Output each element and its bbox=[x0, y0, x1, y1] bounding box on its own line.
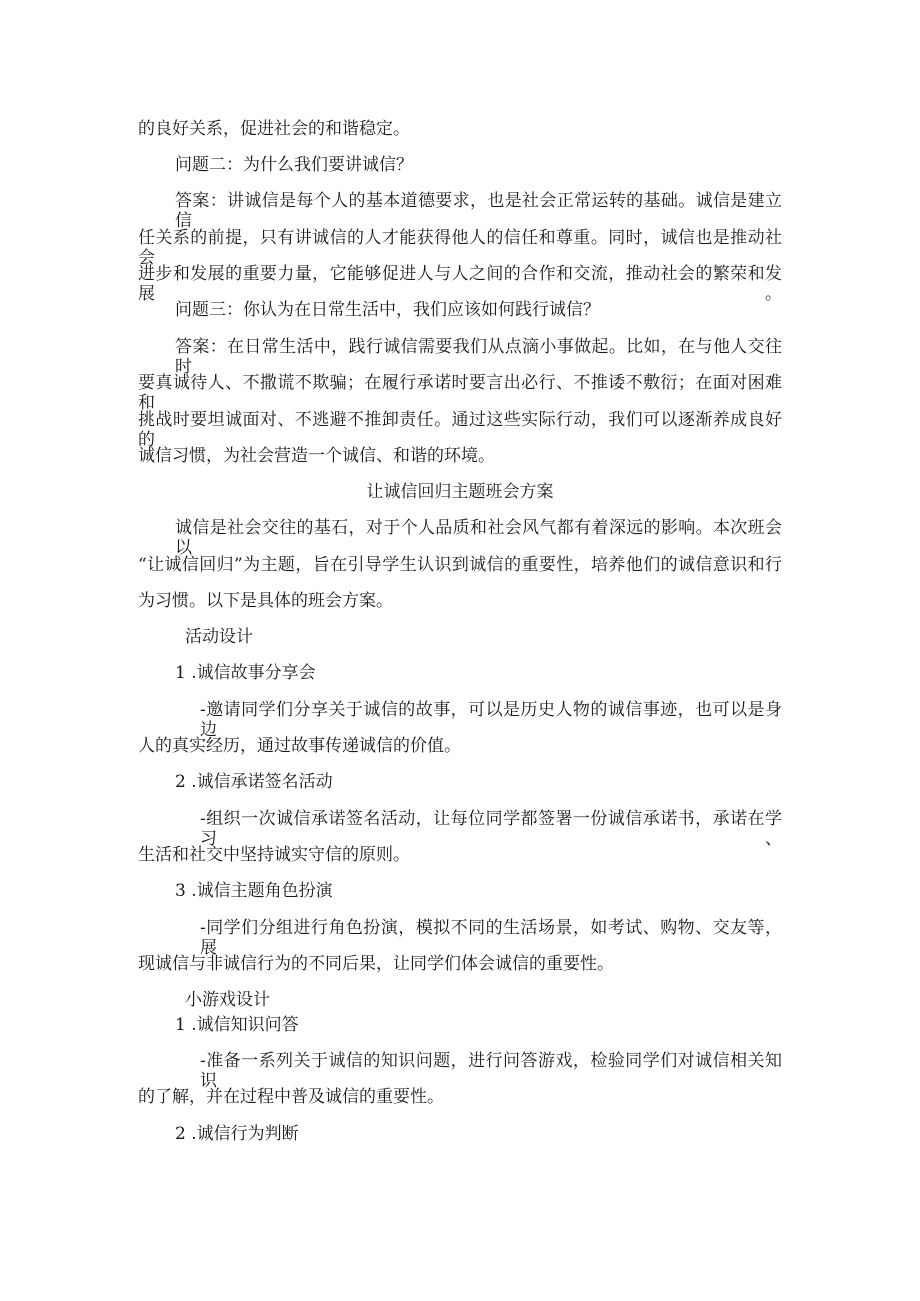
activity-item-desc: -邀请同学们分享关于诚信的故事，可以是历史人物的诚信事迹，也可以是身边 bbox=[200, 700, 782, 740]
answer-two-line: 答案：讲诚信是每个人的基本道德要求，也是社会正常运转的基础。诚信是建立信 bbox=[175, 191, 782, 231]
game-design-heading: 小游戏设计 bbox=[185, 990, 270, 1010]
activity-item-desc: 现诚信与非诚信行为的不同后果，让同学们体会诚信的重要性。 bbox=[138, 954, 614, 974]
activity-item-desc: 人的真实经历，通过故事传递诚信的价值。 bbox=[138, 736, 461, 756]
answer-three-line: 答案：在日常生活中，践行诚信需要我们从点滴小事做起。比如，在与他人交往时 bbox=[175, 337, 782, 377]
activity-item-title: 3 .诚信主题角色扮演 bbox=[175, 881, 333, 901]
game-item-title: 2 .诚信行为判断 bbox=[175, 1124, 299, 1144]
game-item-desc: -准备一系列关于诚信的知识问题，进行问答游戏，检验同学们对诚信相关知识 bbox=[200, 1051, 782, 1091]
answer-three-line: 诚信习惯，为社会营造一个诚信、和谐的环境。 bbox=[138, 446, 495, 466]
answer-three-line: 要真诚待人、不撒谎不欺骗；在履行承诺时要言出必行、不推诿不敷衍；在面对困难和 bbox=[138, 373, 782, 413]
intro-line: “让诚信回归”为主题，旨在引导学生认识到诚信的重要性，培养他们的诚信意识和行 bbox=[138, 555, 782, 575]
activity-item-title: 2 .诚信承诺签名活动 bbox=[175, 772, 333, 792]
activity-item-desc: -同学们分组进行角色扮演，模拟不同的生活场景，如考试、购物、交友等，展 bbox=[200, 918, 782, 958]
activity-item-desc: -组织一次诚信承诺签名活动，让每位同学都签署一份诚信承诺书，承诺在学习、 bbox=[200, 809, 782, 849]
activity-design-heading: 活动设计 bbox=[185, 627, 253, 647]
answer-three-line: 挑战时要坦诚面对、不逃避不推卸责任。通过这些实际行动，我们可以逐渐养成良好的 bbox=[138, 410, 782, 450]
section-title: 让诚信回归主题班会方案 bbox=[366, 482, 554, 502]
question-three: 问题三：你认为在日常生活中，我们应该如何践行诚信？ bbox=[175, 300, 600, 320]
intro-line: 为习惯。以下是具体的班会方案。 bbox=[138, 591, 393, 611]
question-two: 问题二：为什么我们要讲诚信？ bbox=[175, 155, 413, 175]
game-item-desc: 的了解，并在过程中普及诚信的重要性。 bbox=[138, 1087, 444, 1107]
intro-line: 诚信是社会交往的基石，对于个人品质和社会风气都有着深远的影响。本次班会以 bbox=[175, 518, 782, 558]
activity-item-desc: 生活和社交中坚持诚实守信的原则。 bbox=[138, 845, 410, 865]
game-item-title: 1 .诚信知识问答 bbox=[175, 1015, 299, 1035]
answer-two-line: 任关系的前提，只有讲诚信的人才能获得他人的信任和尊重。同时，诚信也是推动社会 bbox=[138, 228, 782, 268]
answer-two-line: 进步和发展的重要力量，它能够促进人与人之间的合作和交流，推动社会的繁荣和发展。 bbox=[138, 264, 782, 304]
activity-item-title: 1 .诚信故事分享会 bbox=[175, 663, 316, 683]
paragraph-line: 的良好关系，促进社会的和谐稳定。 bbox=[138, 119, 410, 139]
